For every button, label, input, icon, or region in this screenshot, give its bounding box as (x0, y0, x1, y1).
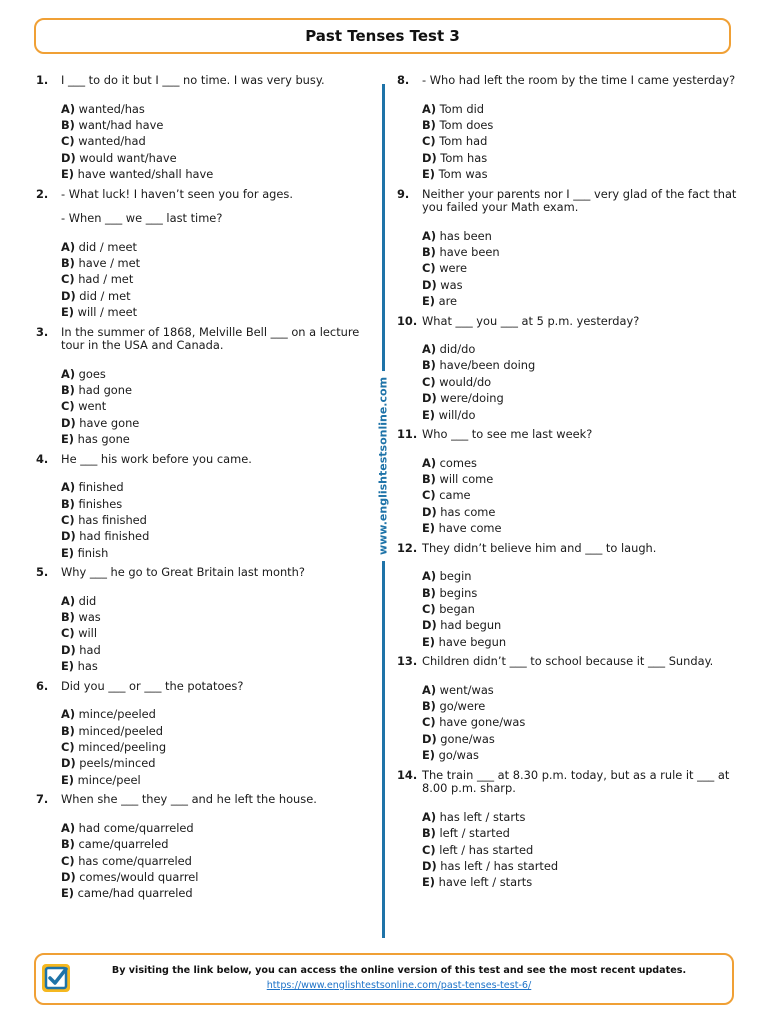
answer-option[interactable] (422, 682, 742, 698)
answer-option[interactable] (61, 496, 372, 512)
option-text: wanted/had (78, 134, 146, 149)
option-text: did (78, 593, 97, 608)
question-row (397, 188, 742, 215)
option-list (36, 820, 372, 907)
question-12 (397, 542, 742, 656)
option-letter: B) (422, 826, 436, 841)
question-number: 1. (36, 73, 49, 87)
option-letter: A) (422, 342, 437, 357)
option-letter: E) (61, 659, 74, 674)
option-letter: A) (61, 593, 76, 608)
question-row (397, 428, 742, 442)
option-text: has left / starts (439, 809, 526, 824)
option-list (397, 809, 742, 896)
answer-option[interactable] (422, 244, 742, 260)
question-1 (36, 74, 372, 188)
answer-option[interactable] (422, 374, 742, 390)
option-text: did / met (79, 288, 131, 303)
option-text: have gone (79, 415, 140, 430)
answer-option[interactable] (61, 739, 372, 755)
question-row (36, 566, 372, 580)
question-row (36, 453, 372, 467)
answer-option[interactable] (61, 415, 372, 431)
option-text: will come (439, 472, 494, 486)
answer-option[interactable] (422, 698, 742, 714)
answer-option[interactable] (61, 706, 372, 722)
option-text: did/do (439, 342, 476, 357)
option-list (36, 239, 372, 326)
answer-option[interactable] (61, 836, 372, 852)
option-letter: B) (422, 358, 436, 373)
answer-option[interactable] (61, 755, 372, 771)
option-letter: D) (61, 869, 76, 884)
option-letter: C) (422, 134, 436, 149)
answer-option[interactable] (61, 117, 372, 133)
answer-option[interactable] (422, 504, 742, 520)
answer-option[interactable] (422, 520, 742, 536)
answer-option[interactable] (61, 545, 372, 561)
option-text: would want/have (79, 150, 177, 165)
question-row (36, 793, 372, 807)
answer-option[interactable] (422, 166, 742, 182)
option-letter: D) (61, 288, 76, 303)
question-number: 13. (397, 654, 418, 669)
option-text: Tom did (439, 101, 484, 116)
answer-option[interactable] (61, 609, 372, 625)
answer-option[interactable] (422, 874, 742, 890)
title-box (34, 18, 731, 54)
question-text: They didn’t believe him and ___ to laugh. (422, 540, 657, 555)
option-text: have left / starts (438, 875, 533, 890)
option-letter: A) (61, 366, 76, 381)
option-letter: B) (422, 472, 436, 486)
answer-option[interactable] (61, 166, 372, 182)
answer-option[interactable] (61, 431, 372, 447)
option-letter: E) (422, 294, 435, 309)
question-text: - Who had left the room by the time I came yesterday? (422, 73, 736, 87)
option-text: mince/peel (77, 772, 141, 787)
answer-option[interactable] (422, 117, 742, 133)
answer-option[interactable] (61, 593, 372, 609)
footer-box (34, 953, 734, 1005)
left-column (36, 74, 372, 907)
question-13 (397, 655, 742, 769)
answer-option[interactable] (422, 601, 742, 617)
option-letter: E) (422, 634, 435, 649)
option-list (397, 228, 742, 315)
answer-option[interactable] (422, 487, 742, 503)
question-number: 11. (397, 427, 418, 442)
question-row (397, 74, 742, 88)
question-subtext: - When ___ we ___ last time? (61, 211, 223, 226)
answer-option[interactable] (422, 150, 742, 166)
option-list (397, 455, 742, 542)
question-number: 3. (36, 324, 49, 339)
option-list (36, 479, 372, 566)
answer-option[interactable] (422, 407, 742, 423)
option-letter: B) (422, 117, 436, 132)
option-text: Tom had (439, 134, 488, 149)
option-text: came/had quarreled (77, 886, 193, 901)
option-letter: E) (61, 545, 74, 560)
question-number: 4. (36, 451, 49, 466)
option-text: minced/peeled (78, 723, 163, 738)
question-number: 9. (397, 186, 410, 201)
option-list (36, 593, 372, 680)
question-text: Why ___ he go to Great Britain last month? (61, 565, 305, 580)
option-letter: D) (61, 415, 76, 430)
option-letter: D) (61, 529, 76, 544)
option-letter: E) (422, 875, 435, 890)
question-row (397, 655, 742, 669)
question-text: In the summer of 1868, Melville Bell ___ on a lecture tour in the USA and Canada. (61, 324, 360, 353)
option-letter: B) (422, 699, 436, 714)
option-text: gone/was (440, 731, 495, 746)
answer-option[interactable] (61, 382, 372, 398)
question-2 (36, 188, 372, 326)
question-text: Did you ___ or ___ the potatoes? (61, 678, 244, 693)
option-text: comes/would quarrel (79, 869, 199, 884)
question-row (36, 74, 372, 88)
option-list (36, 101, 372, 188)
option-letter: E) (61, 772, 74, 787)
question-row (36, 326, 372, 353)
option-letter: B) (61, 117, 75, 132)
option-letter: C) (61, 739, 75, 754)
option-text: will (78, 626, 98, 641)
question-number: 7. (36, 792, 49, 807)
option-text: were (439, 261, 467, 276)
answer-option[interactable] (422, 390, 742, 406)
option-letter: C) (422, 374, 436, 389)
option-text: had (79, 642, 101, 657)
answer-option[interactable] (422, 825, 742, 841)
option-letter: A) (61, 820, 76, 835)
option-text: has (77, 659, 98, 674)
answer-option[interactable] (61, 853, 372, 869)
option-letter: D) (422, 391, 437, 406)
option-letter: E) (422, 521, 435, 536)
option-letter: D) (422, 858, 437, 873)
side-label: www.englishtestsonline.com (377, 371, 390, 561)
answer-option[interactable] (422, 731, 742, 747)
option-letter: D) (422, 618, 437, 633)
option-letter: A) (422, 101, 437, 116)
answer-option[interactable] (422, 101, 742, 117)
option-letter: C) (422, 715, 436, 730)
option-letter: B) (422, 244, 436, 259)
option-text: are (438, 294, 458, 309)
answer-option[interactable] (61, 658, 372, 674)
answer-option[interactable] (422, 714, 742, 730)
answer-option[interactable] (422, 747, 742, 763)
question-7 (36, 793, 372, 907)
answer-option[interactable] (61, 479, 372, 495)
option-letter: C) (422, 261, 436, 276)
answer-option[interactable] (61, 625, 372, 641)
option-letter: C) (61, 134, 75, 149)
option-letter: E) (61, 167, 74, 182)
answer-option[interactable] (61, 101, 372, 117)
option-text: had / met (78, 272, 134, 287)
option-text: comes (439, 455, 477, 470)
option-text: have / met (78, 255, 141, 270)
answer-option[interactable] (61, 398, 372, 414)
option-text: begins (439, 585, 478, 600)
answer-option[interactable] (422, 133, 742, 149)
answer-option[interactable] (61, 366, 372, 382)
option-letter: B) (61, 255, 75, 270)
option-text: has finished (78, 512, 147, 527)
question-row (397, 769, 742, 796)
answer-option[interactable] (422, 858, 742, 874)
option-text: begin (439, 569, 472, 584)
option-text: go/was (438, 748, 479, 763)
option-letter: A) (422, 809, 437, 824)
option-text: will/do (438, 407, 476, 422)
option-letter: D) (61, 150, 76, 165)
option-text: did / meet (78, 239, 137, 254)
option-text: was (78, 610, 101, 625)
option-letter: C) (422, 842, 436, 857)
answer-option[interactable] (422, 260, 742, 276)
option-letter: A) (422, 682, 437, 697)
option-text: has left / has started (440, 858, 559, 873)
option-text: was (440, 277, 463, 292)
option-letter: C) (422, 601, 436, 616)
answer-option[interactable] (422, 228, 742, 244)
option-letter: C) (61, 272, 75, 287)
option-letter: D) (422, 504, 437, 519)
question-row (397, 542, 742, 556)
option-text: came (439, 488, 471, 503)
option-text: have/been doing (439, 358, 536, 373)
option-list (397, 341, 742, 428)
option-letter: D) (61, 642, 76, 657)
option-letter: E) (422, 407, 435, 422)
option-letter: B) (61, 610, 75, 625)
question-text: What ___ you ___ at 5 p.m. yesterday? (422, 313, 640, 328)
option-text: left / started (439, 826, 510, 841)
answer-option[interactable] (422, 455, 742, 471)
option-text: finishes (78, 496, 123, 511)
answer-option[interactable] (61, 772, 372, 788)
checkbox-icon (41, 963, 71, 993)
answer-option[interactable] (422, 634, 742, 650)
question-text: Neither your parents nor I ___ very glad of the fact that you failed your Math exam. (422, 186, 737, 215)
page-title: Past Tenses Test 3 (305, 27, 460, 45)
footer-text: By visiting the link below, you can access the online version of this test and see the most recent updates. (111, 965, 687, 976)
option-text: were/doing (440, 391, 504, 406)
question-number: 14. (397, 767, 418, 782)
option-text: Tom has (440, 150, 488, 165)
question-5 (36, 566, 372, 680)
option-list (397, 568, 742, 655)
option-letter: D) (61, 756, 76, 771)
option-letter: E) (61, 886, 74, 901)
answer-option[interactable] (61, 528, 372, 544)
option-text: finish (77, 545, 109, 560)
answer-option[interactable] (61, 133, 372, 149)
question-11 (397, 428, 742, 542)
option-letter: A) (422, 455, 437, 470)
option-text: want/had have (78, 117, 164, 132)
answer-option[interactable] (422, 809, 742, 825)
answer-option[interactable] (61, 150, 372, 166)
question-3 (36, 326, 372, 453)
option-letter: B) (422, 585, 436, 600)
option-letter: A) (422, 228, 437, 243)
answer-option[interactable] (61, 642, 372, 658)
question-text: The train ___ at 8.30 p.m. today, but as a rule it ___ at 8.00 p.m. sharp. (422, 767, 730, 796)
option-letter: C) (61, 853, 75, 868)
option-text: would/do (439, 374, 492, 389)
question-row (36, 680, 372, 694)
footer-link[interactable]: https://www.englishtestsonline.com/past-tenses-test-6/ (266, 980, 532, 991)
option-letter: A) (61, 707, 76, 722)
question-text: I ___ to do it but I ___ no time. I was very busy. (61, 73, 325, 87)
answer-option[interactable] (422, 585, 742, 601)
option-text: have gone/was (439, 715, 526, 730)
option-letter: E) (61, 432, 74, 447)
option-text: Tom was (438, 167, 488, 182)
option-letter: E) (422, 167, 435, 182)
option-letter: E) (61, 305, 74, 320)
option-text: have been (439, 244, 500, 259)
option-text: has been (439, 228, 492, 243)
answer-option[interactable] (61, 820, 372, 836)
option-letter: A) (422, 569, 437, 584)
option-text: finished (78, 480, 124, 495)
option-letter: D) (422, 150, 437, 165)
option-letter: C) (61, 399, 75, 414)
right-column (397, 74, 742, 896)
option-letter: C) (61, 512, 75, 527)
option-letter: B) (61, 496, 75, 511)
question-row (36, 188, 372, 202)
question-number: 5. (36, 565, 49, 580)
answer-option[interactable] (61, 271, 372, 287)
answer-option[interactable] (61, 304, 372, 320)
question-14 (397, 769, 742, 896)
question-row (397, 315, 742, 329)
option-letter: C) (61, 626, 75, 641)
option-text: have begun (438, 634, 507, 649)
answer-option[interactable] (422, 568, 742, 584)
option-text: wanted/has (78, 101, 145, 116)
option-text: has gone (77, 432, 130, 447)
option-text: went (78, 399, 107, 414)
option-letter: D) (422, 277, 437, 292)
option-text: had come/quarreled (78, 820, 194, 835)
answer-option[interactable] (61, 512, 372, 528)
question-10 (397, 315, 742, 429)
option-text: has come (440, 504, 496, 519)
question-text: Children didn’t ___ to school because it ___ Sunday. (422, 654, 714, 669)
question-number: 6. (36, 678, 49, 693)
question-8 (397, 74, 742, 188)
question-9 (397, 188, 742, 315)
option-letter: B) (61, 837, 75, 852)
option-letter: C) (422, 488, 436, 503)
option-letter: A) (61, 480, 76, 495)
answer-option[interactable] (61, 288, 372, 304)
answer-option[interactable] (61, 255, 372, 271)
option-text: went/was (439, 682, 494, 697)
option-text: have come (438, 521, 502, 536)
option-text: goes (78, 366, 106, 381)
question-number: 2. (36, 186, 49, 201)
option-list (36, 706, 372, 793)
answer-option[interactable] (61, 723, 372, 739)
option-text: had begun (440, 618, 502, 633)
option-text: mince/peeled (78, 707, 156, 722)
answer-option[interactable] (422, 277, 742, 293)
question-text: When she ___ they ___ and he left the house. (61, 792, 317, 807)
question-6 (36, 680, 372, 794)
answer-option[interactable] (422, 842, 742, 858)
option-list (36, 366, 372, 453)
option-text: left / has started (439, 842, 534, 857)
option-letter: E) (422, 748, 435, 763)
option-text: came/quarreled (78, 837, 169, 852)
option-text: had finished (79, 529, 150, 544)
option-text: has come/quarreled (78, 853, 192, 868)
option-letter: A) (61, 239, 76, 254)
option-text: Tom does (439, 117, 494, 132)
option-text: have wanted/shall have (77, 167, 214, 182)
answer-option[interactable] (422, 357, 742, 373)
question-4 (36, 453, 372, 567)
answer-option[interactable] (61, 239, 372, 255)
option-letter: B) (61, 723, 75, 738)
question-text: Who ___ to see me last week? (422, 427, 593, 442)
question-number: 10. (397, 313, 418, 328)
option-letter: B) (61, 382, 75, 397)
question-text: He ___ his work before you came. (61, 451, 252, 466)
option-text: go/were (439, 699, 486, 714)
option-text: had gone (78, 382, 132, 397)
option-letter: A) (61, 101, 76, 116)
option-text: minced/peeling (78, 739, 167, 754)
answer-option[interactable] (61, 885, 372, 901)
option-letter: D) (422, 731, 437, 746)
option-list (397, 101, 742, 188)
answer-option[interactable] (422, 293, 742, 309)
option-list (397, 682, 742, 769)
option-text: peels/minced (79, 756, 156, 771)
answer-option[interactable] (422, 471, 742, 487)
question-text: - What luck! I haven’t seen you for ages. (61, 186, 293, 201)
answer-option[interactable] (422, 341, 742, 357)
answer-option[interactable] (61, 869, 372, 885)
option-text: will / meet (77, 305, 138, 320)
option-text: began (439, 601, 475, 616)
question-number: 8. (397, 73, 410, 87)
answer-option[interactable] (422, 617, 742, 633)
question-number: 12. (397, 540, 418, 555)
